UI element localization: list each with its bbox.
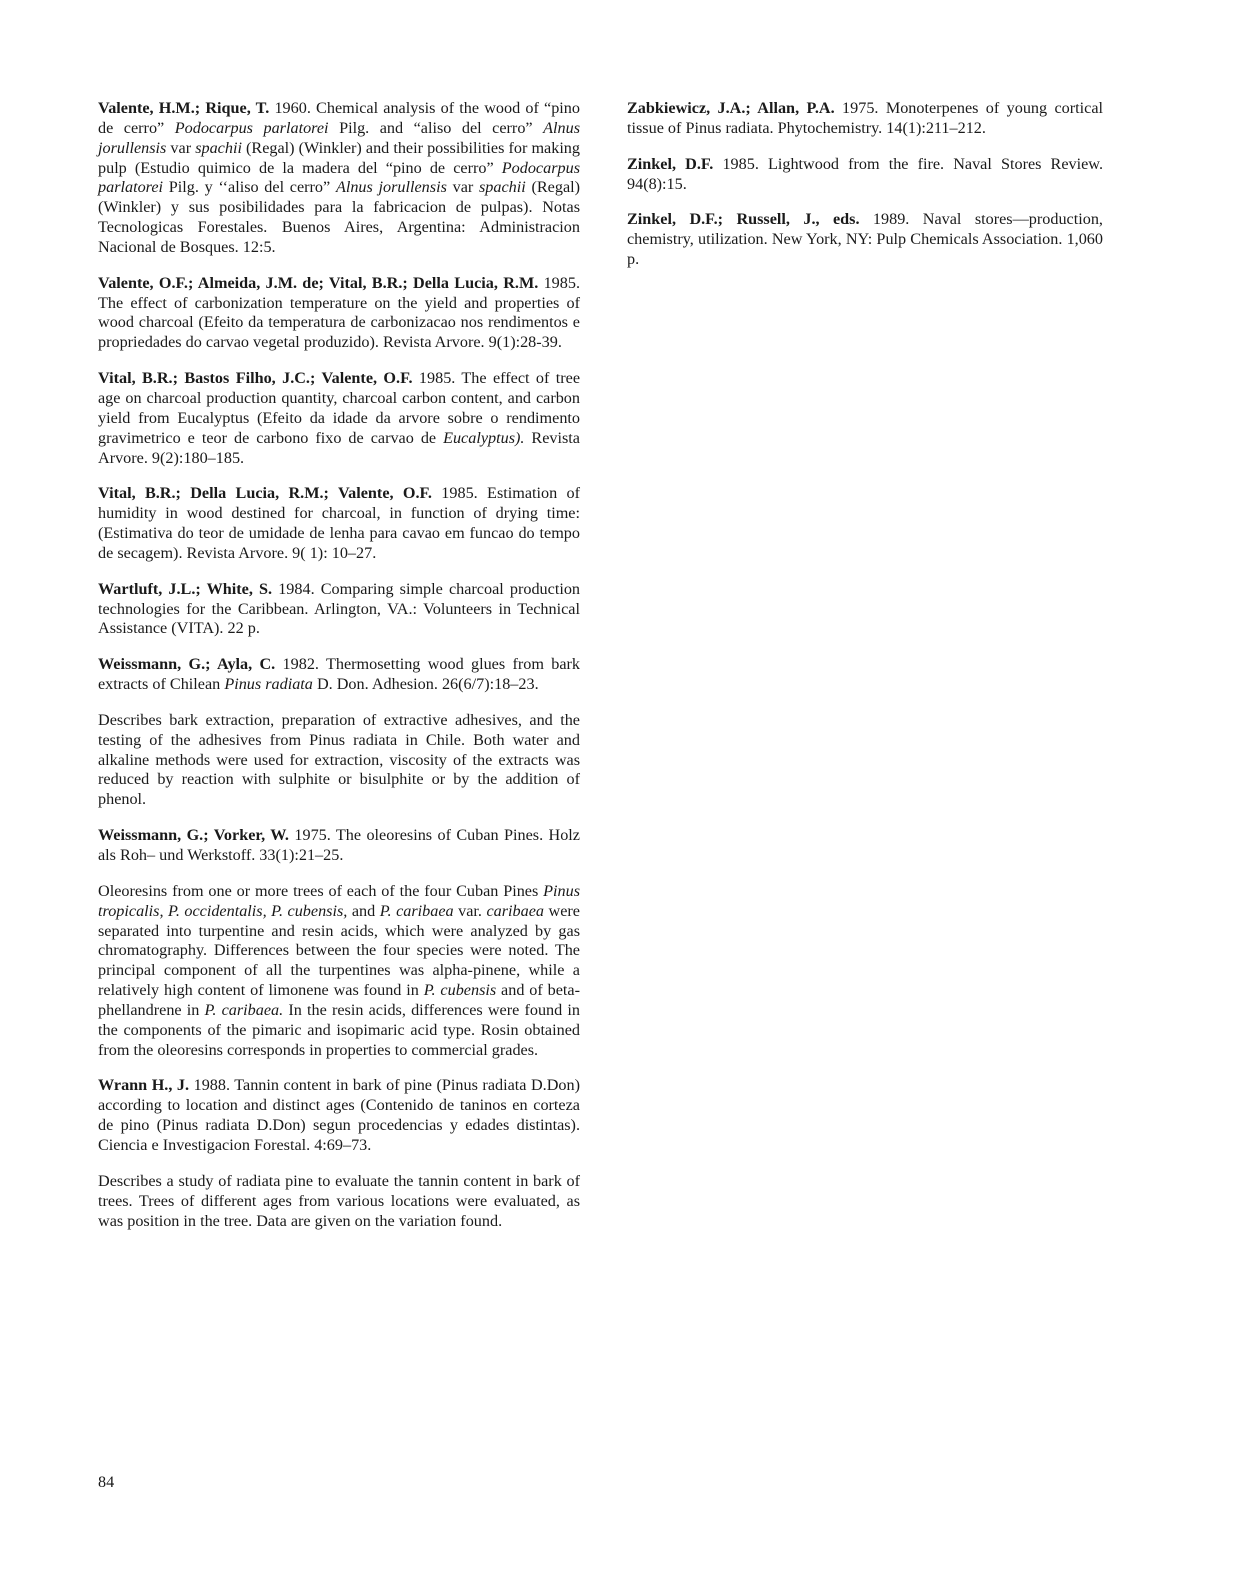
reference-entry [627, 210, 1103, 270]
text-segment: and of beta-phellandrene in [98, 981, 580, 1019]
italic-text: Podocarpus parlatorei [98, 158, 580, 197]
text-segment: were separated into turpentine and resin acids, which were analyzed by gas chromatography. Differences between the four species were noted. The principal component of all the turpentines was alpha-pinene, while a relatively high content of limonene was found in [98, 901, 580, 1000]
text-segment: var [446, 178, 479, 197]
reference-entry [98, 1076, 580, 1155]
italic-text: caribaea [486, 901, 545, 920]
reference-author: Valente, O.F.; Almeida, J.M. de; Vital, B.R.; Della Lucia, R.M. [98, 273, 539, 292]
reference-entry [98, 99, 580, 258]
italic-text: spachii [479, 178, 526, 197]
text-segment: 1984. Comparing simple charcoal production technologies for the Caribbean. Arlington, VA.: Volunteers in Technical Assistance (VITA). 22 p. [98, 579, 581, 638]
reference-entry [98, 655, 580, 695]
italic-text: Eucalyptus). [443, 428, 525, 447]
italic-text: Alnus jorullensis [335, 178, 447, 197]
reference-author: Weissmann, G.; Ayla, C. [98, 655, 276, 674]
text-segment: Pilg. y ‘‘aliso del cerro” [163, 178, 336, 197]
italic-text: P. cubensis [423, 981, 497, 1000]
text-segment: 1960. Chemical analysis of the wood of “pino de cerro” [98, 99, 580, 137]
reference-author: Zabkiewicz, J.A.; Allan, P.A. [627, 99, 835, 117]
reference-entry [627, 155, 1103, 195]
italic-text: P. caribaea. [204, 1000, 284, 1019]
text-segment: Describes a study of radiata pine to evaluate the tannin content in bark of trees. Trees of different ages from various locations were evaluated, as was position in the tree. Data are given on the variation found. [98, 1171, 580, 1230]
reference-entry [98, 826, 580, 866]
text-segment: 1988. Tannin content in bark of pine (Pinus radiata D.Don) according to location and distinct ages (Contenido de taninos en corteza de pino (Pinus radiata D.Don) segun procedencias y edades distintas). Ciencia e Investigacion Forestal. 4:69–73. [98, 1076, 580, 1154]
italic-text: spachii [195, 138, 242, 157]
reference-entry [98, 274, 580, 353]
text-segment: (Regal) (Winkler) y sus posibilidades para la fabricacion de pulpas). Notas Tecnologicas Forestales. Buenos Aires, Argentina: Administracion Nacional de Bosques. 12:5. [98, 178, 581, 256]
abstract-paragraph [98, 882, 580, 1061]
text-segment: Describes bark extraction, preparation of extractive adhesives, and the testing of the adhesives from Pinus radiata in Chile. Both water and alkaline methods were used for extraction, viscosity of the extracts was reduced by reaction with sulphite or bisulphite or by the addition of phenol. [98, 710, 580, 809]
text-segment: Oleoresins from one or more trees of each of the four Cuban Pines [98, 881, 544, 900]
reference-author: Valente, H.M.; Rique, T. [98, 99, 270, 117]
reference-entry [98, 484, 580, 563]
reference-author: Zinkel, D.F.; Russell, J., eds. [627, 210, 860, 229]
reference-author: Wrann H., J. [98, 1076, 190, 1095]
left-column [98, 99, 580, 1247]
text-segment: 1982. Thermosetting wood glues from bark extracts of Chilean [98, 655, 581, 694]
reference-entry [98, 369, 580, 468]
text-segment: var [166, 138, 196, 157]
abstract-paragraph [98, 1172, 580, 1232]
abstract-paragraph [98, 711, 580, 810]
italic-text: Alnus jorullensis [98, 118, 580, 157]
text-segment: D. Don. Adhesion. 26(6/7):18–23. [312, 675, 539, 694]
text-segment: 1975. Monoterpenes of young cortical tissue of Pinus radiata. Phytochemistry. 14(1):211–212. [627, 99, 1103, 137]
reference-entry [98, 580, 580, 640]
italic-text: Podocarpus parlatorei [174, 118, 329, 137]
text-segment: 1985. Estimation of humidity in wood destined for charcoal, in function of drying time: (Estimativa do teor de umidade de lenha para cavao em funcao do tempo de secagem). Revista Arvore. 9( 1): 10–27. [98, 484, 581, 562]
reference-author: Vital, B.R.; Della Lucia, R.M.; Valente, O.F. [98, 484, 432, 503]
text-segment: var. [453, 901, 487, 920]
text-segment: 1985. The effect of carbonization temperature on the yield and properties of wood charcoal (Efeito da temperatura de carbonizacao nos rendimentos e propriedades do carvao vegetal produzido). Revista Arvore. 9(1):28-39. [98, 273, 581, 352]
text-segment: 1989. Naval stores—production, chemistry, utilization. New York, NY: Pulp Chemicals Association. 1,060 p. [627, 210, 1103, 269]
reference-author: Weissmann, G.; Vorker, W. [98, 826, 289, 845]
italic-text: Pinus radiata [224, 675, 313, 694]
page-number: 84 [98, 1473, 115, 1491]
text-segment: 1985. Lightwood from the fire. Naval Stores Review. 94(8):15. [627, 154, 1103, 193]
reference-author: Vital, B.R.; Bastos Filho, J.C.; Valente, O.F. [98, 369, 413, 388]
text-segment: Revista Arvore. 9(2):180–185. [98, 428, 580, 467]
italic-text: P. caribaea [379, 901, 454, 920]
reference-author: Wartluft, J.L.; White, S. [98, 579, 273, 598]
text-segment: (Regal) (Winkler) and their possibilities for making pulp (Estudio quimico de la madera del “pino de cerro” [98, 138, 580, 177]
italic-text: Pinus tropicalis, P. occidentalis, P. cubensis, [98, 881, 580, 920]
text-segment: In the resin acids, differences were found in the components of the pimaric and isopimaric acid type. Rosin obtained from the oleoresins corresponds in properties to commercial grades. [98, 1000, 581, 1059]
right-column [627, 99, 1103, 286]
text-segment: 1985. The effect of tree age on charcoal production quantity, charcoal carbon content, and carbon yield from Eucalyptus (Efeito da idade da arvore sobre o rendimento gravimetrico e teor de carbono fixo de carvao de [98, 369, 580, 447]
reference-entry [627, 99, 1103, 139]
text-segment: and [347, 901, 380, 920]
reference-author: Zinkel, D.F. [627, 154, 714, 173]
text-segment: 1975. The oleoresins of Cuban Pines. Holz als Roh– und Werkstoff. 33(1):21–25. [98, 826, 580, 864]
text-segment: Pilg. and “aliso del cerro” [328, 118, 544, 137]
